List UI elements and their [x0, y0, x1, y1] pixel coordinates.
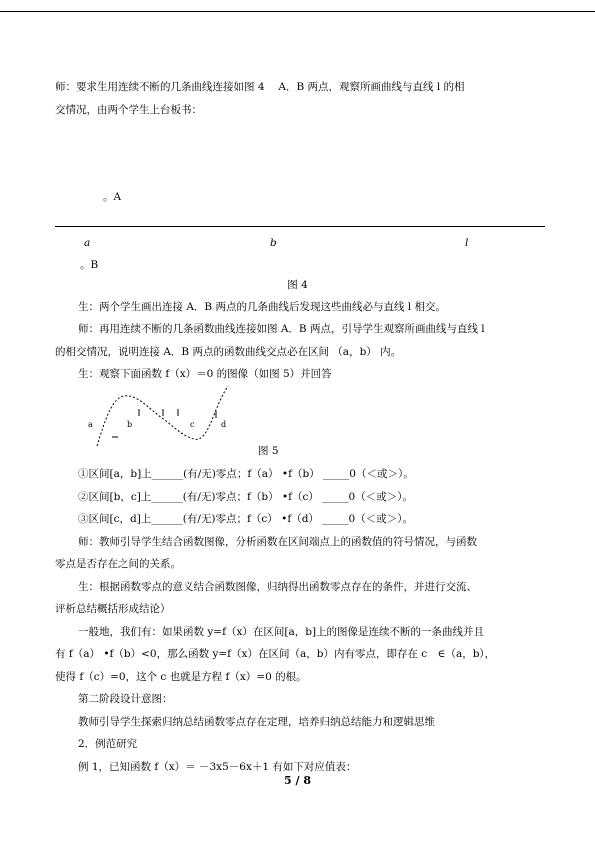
section-heading: 第二阶段设计意图： — [78, 693, 173, 705]
question-3: ③区间[c，d]上______(有/无)零点；f（c） •f（d） _____0（＜或＞）。 — [78, 513, 413, 525]
fig5-label-d: d — [221, 420, 227, 429]
figure-4-caption: 图 4 — [287, 279, 308, 291]
para-line: 师：教师引导学生结合函数图像，分析函数在区间端点上的函数值的符号情况，与函数 — [78, 536, 477, 548]
para-line: 评析总结概括形成结论） — [55, 603, 171, 615]
label-b: b — [270, 237, 277, 249]
para-line: 师：要求生用连续不断的几条曲线连接如图 4 A．B 两点，观察所画曲线与直线 l 的相 — [55, 81, 465, 93]
para-line: 生：两个学生画出连接 A．B 两点的几条曲线后发现这些曲线必与直线 l 相交。 — [78, 301, 447, 313]
para-line: 生：根据函数零点的意义结合函数图像，归纳得出函数零点存在的条件，并进行交流、 — [78, 581, 477, 593]
para-line: 例 1，已知函数 f（x）＝ －3x5－6x＋1 有如下对应值表： — [78, 761, 357, 773]
para-line: 使得 f（c）=0，这个 c 也就是方程 f（x）=0 的根。 — [55, 671, 307, 683]
para-line: 教师引导学生探索归纳总结函数零点存在定理，培养归纳总结能力和逻辑思维 — [78, 716, 435, 728]
para-line: 有 f（a） •f（b）<0，那么函数 y=f（x）在区间（a，b）内有零点，即存在 c ∈（a，b）， — [55, 648, 496, 660]
section-heading: 2．例范研究 — [78, 738, 138, 750]
question-2: ②区间[b，c]上______(有/无)零点；f（b） •f（c） _____0（＜或＞）。 — [78, 491, 413, 503]
para-line: 零点是否存在之间的关系。 — [55, 558, 181, 570]
fig5-label-a: a — [88, 420, 93, 429]
label-l: l — [465, 237, 469, 249]
para-line: 的相交情况，说明连接 A．B 两点的函数曲线交点必在区间 （a，b） 内。 — [55, 346, 402, 358]
fig5-label-b: b — [127, 420, 133, 429]
fig5-label-c: c — [190, 420, 195, 429]
para-line: 交情况，由两个学生上台板书： — [55, 104, 202, 116]
para-line: 师：再用连续不断的几条函数曲线连接如图 A．B 两点，引导学生观察所画曲线与直线 l — [78, 323, 485, 335]
point-b-label: 。B — [80, 259, 99, 271]
figure-5-caption: 图 5 — [258, 445, 279, 457]
point-a-label: 。A — [103, 191, 122, 203]
para-line: 一般地，我们有：如果函数 y=f（x）在区间[a，b]上的图像是连续不断的一条曲线并且 — [78, 626, 485, 638]
para-line: 生：观察下面函数 f（x）＝0 的图像（如图 5）并回答 — [78, 368, 332, 380]
label-a: a — [84, 237, 91, 249]
page-number: 5 / 8 — [284, 774, 311, 787]
question-1: ①区间[a，b]上______(有/无)零点；f（a） •f（b） _____0（＜或＞）。 — [78, 468, 414, 480]
